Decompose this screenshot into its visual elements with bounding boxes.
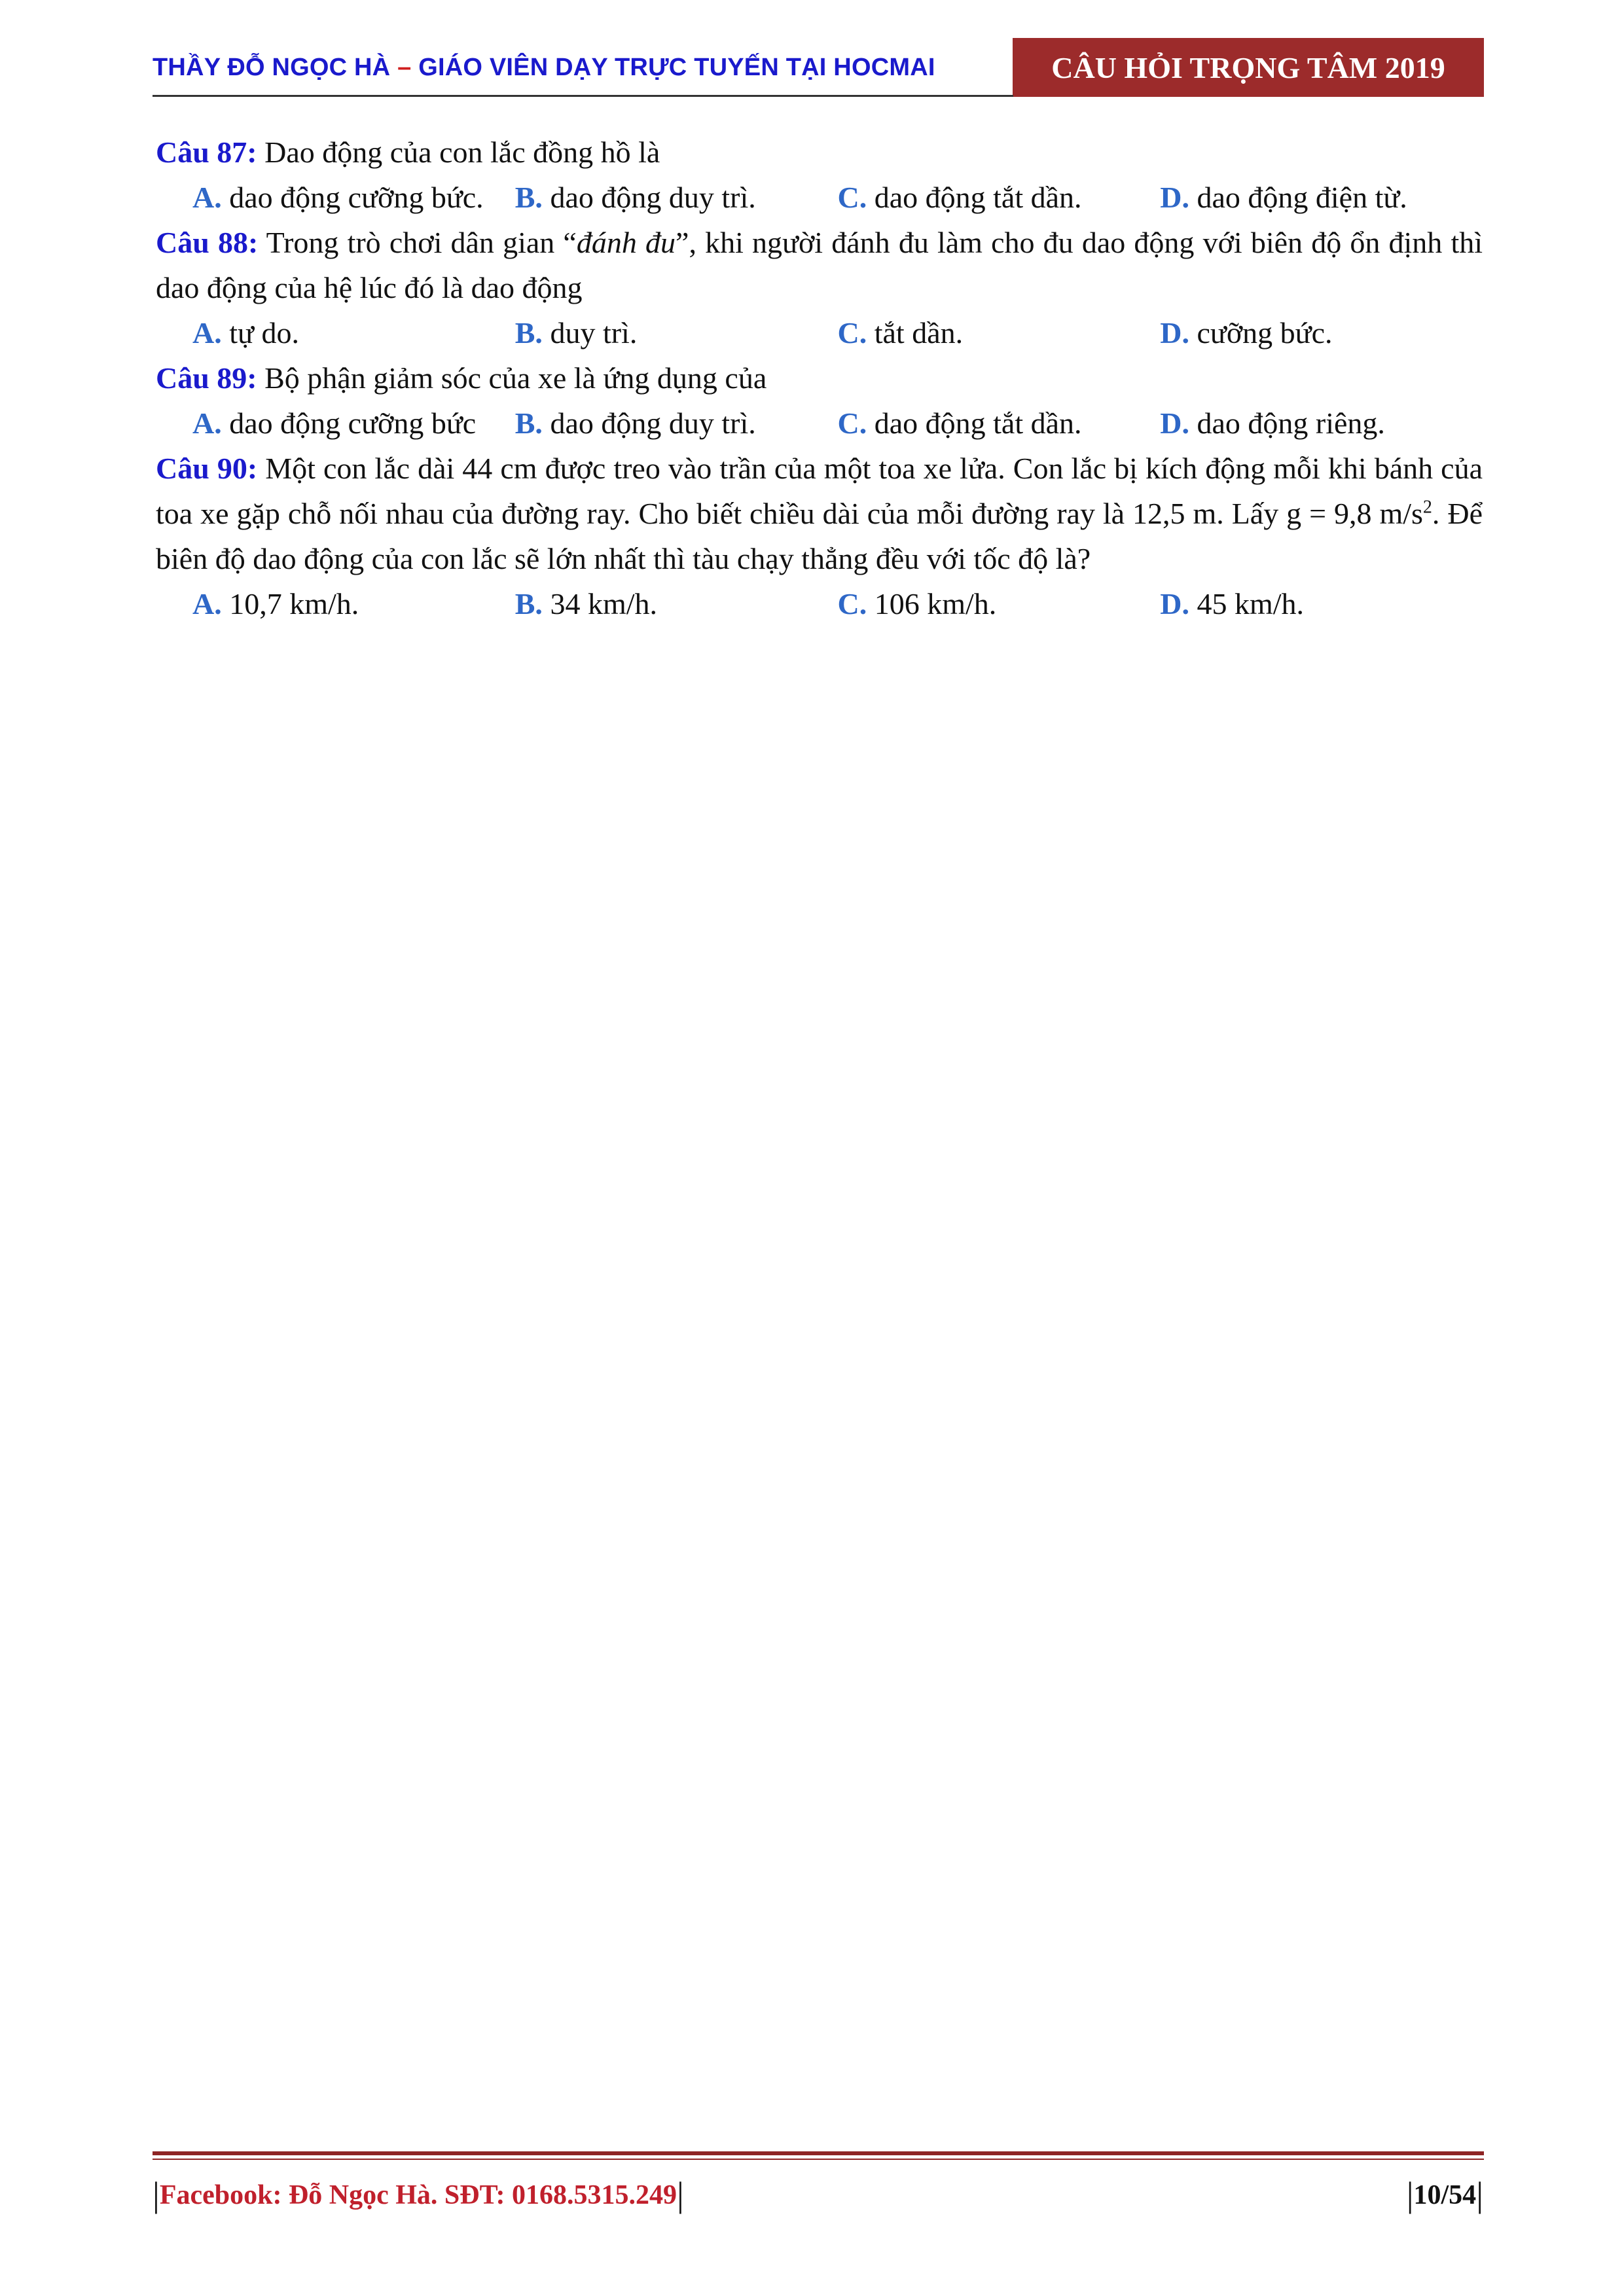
option-text: duy trì. — [542, 316, 638, 350]
option-b — [515, 401, 838, 446]
option-a — [192, 581, 515, 626]
header-author-role: GIÁO VIÊN DẠY TRỰC TUYẾN TẠI HOCMAI — [418, 54, 935, 81]
footer-bar: | — [1406, 2175, 1414, 2214]
header-dash: – — [390, 54, 419, 81]
option-text: dao động cưỡng bức. — [221, 181, 484, 214]
question-label: Câu 89: — [156, 361, 257, 395]
question-90-options — [156, 581, 1483, 626]
option-text: tắt dần. — [867, 316, 964, 350]
footer-page-number — [1407, 2174, 1483, 2215]
option-letter: D. — [1160, 181, 1189, 214]
option-text: dao động điện từ. — [1189, 181, 1407, 214]
footer-bar: | — [1476, 2175, 1483, 2214]
option-text: dao động cưỡng bức — [221, 406, 477, 440]
header-title-badge: CÂU HỎI TRỌNG TÂM 2019 — [1013, 38, 1484, 97]
question-text-cont: . Để biên độ dao động của con lắc sẽ lớn nhất thì tàu chạy thẳng đều với tốc độ là? — [156, 497, 1483, 575]
option-text: dao động duy trì. — [542, 181, 756, 214]
footer-divider-thin — [153, 2159, 1484, 2160]
question-88-options — [156, 310, 1483, 355]
option-text: dao động riêng. — [1189, 406, 1385, 440]
option-letter: B. — [514, 316, 543, 350]
header-divider — [153, 95, 1013, 97]
option-letter: C. — [837, 316, 867, 350]
question-text: Bộ phận giảm sóc của xe là ứng dụng của — [257, 361, 767, 395]
option-letter: A. — [192, 587, 222, 620]
footer-facebook-text: Facebook: Đỗ Ngọc Hà. SĐT: 0168.5315.249 — [159, 2180, 677, 2210]
question-87 — [156, 130, 1483, 175]
footer-contact — [153, 2174, 684, 2215]
question-list — [156, 130, 1483, 626]
option-letter: B. — [514, 587, 543, 620]
option-d — [1160, 401, 1483, 446]
option-letter: D. — [1160, 587, 1189, 620]
option-letter: B. — [514, 406, 543, 440]
footer-bar: | — [153, 2175, 160, 2214]
option-a — [192, 310, 515, 355]
question-89 — [156, 355, 1483, 401]
option-b — [515, 175, 838, 220]
question-text-italic: đánh đu — [576, 226, 676, 259]
question-text: Một con lắc dài 44 cm được treo vào trần của một toa xe lửa. Con lắc bị kích động mỗi khi bánh của toa xe gặp chỗ nối nhau của đường ray. Cho biết chiều dài của mỗi đường ray là 12,5 m. Lấy g = 9,8 m/s — [156, 452, 1483, 530]
question-text: Trong trò chơi dân gian “ — [258, 226, 577, 259]
option-letter: C. — [837, 587, 867, 620]
option-letter: A. — [192, 406, 222, 440]
option-c — [838, 581, 1161, 626]
question-90 — [156, 446, 1483, 581]
option-letter: A. — [192, 181, 222, 214]
option-letter: D. — [1160, 406, 1189, 440]
option-text: dao động duy trì. — [542, 406, 756, 440]
question-label: Câu 90: — [156, 452, 258, 485]
option-b — [515, 581, 838, 626]
question-88 — [156, 220, 1483, 310]
option-c — [838, 310, 1161, 355]
option-text: tự do. — [221, 316, 299, 350]
option-d — [1160, 310, 1483, 355]
question-87-options — [156, 175, 1483, 220]
question-text: Dao động của con lắc đồng hồ là — [257, 135, 660, 169]
option-c — [838, 175, 1161, 220]
option-letter: C. — [837, 406, 867, 440]
option-letter: B. — [514, 181, 543, 214]
option-letter: C. — [837, 181, 867, 214]
question-89-options — [156, 401, 1483, 446]
option-a — [192, 401, 515, 446]
footer-bar: | — [677, 2175, 684, 2214]
option-b — [515, 310, 838, 355]
option-text: 10,7 km/h. — [221, 587, 359, 620]
option-text: dao động tắt dần. — [867, 181, 1082, 214]
page-number: 10/54 — [1413, 2180, 1477, 2210]
option-d — [1160, 581, 1483, 626]
superscript-exponent: 2 — [1422, 497, 1432, 518]
option-letter: D. — [1160, 316, 1189, 350]
option-text: 34 km/h. — [542, 587, 657, 620]
option-c — [838, 401, 1161, 446]
option-text: dao động tắt dần. — [867, 406, 1082, 440]
footer-divider-thick — [153, 2151, 1484, 2155]
option-text: cưỡng bức. — [1189, 316, 1333, 350]
question-label: Câu 88: — [156, 226, 259, 259]
option-d — [1160, 175, 1483, 220]
option-text: 106 km/h. — [867, 587, 997, 620]
header-author — [153, 54, 935, 82]
question-text-cont: ”, khi người đánh đu làm cho đu dao động với biên độ ổn định thì dao động của hệ lúc đó là dao động — [156, 226, 1483, 304]
option-letter: A. — [192, 316, 222, 350]
header-author-name: THẦY ĐỖ NGỌC HÀ — [153, 54, 391, 81]
option-a — [192, 175, 515, 220]
question-label: Câu 87: — [156, 135, 257, 169]
option-text: 45 km/h. — [1189, 587, 1305, 620]
